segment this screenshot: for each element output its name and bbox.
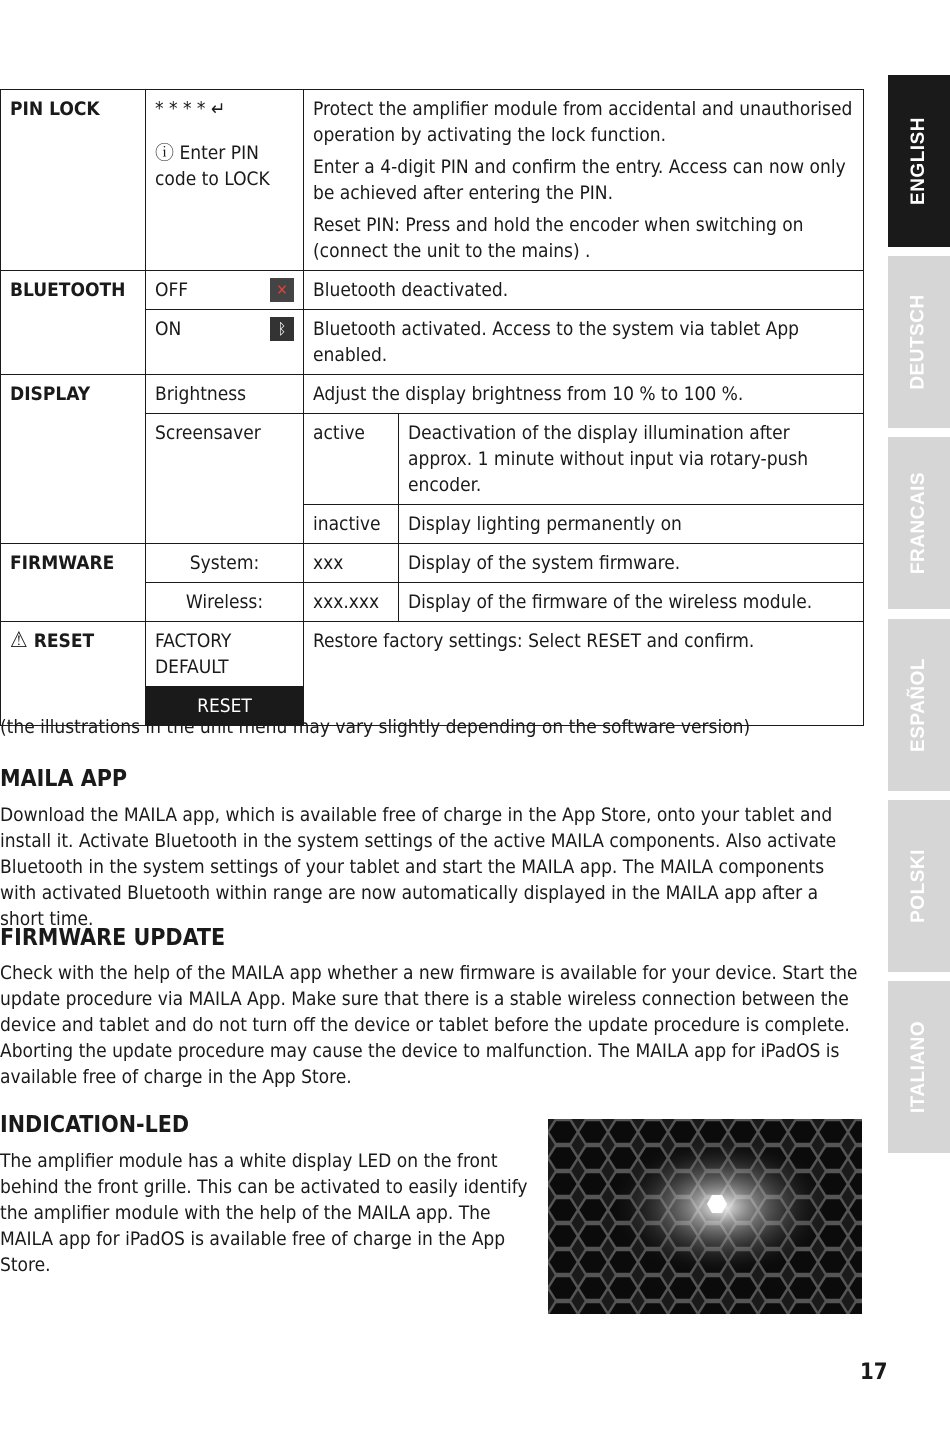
row-key: PIN LOCK (1, 90, 146, 271)
bt-on-label: ON (155, 318, 182, 340)
page-number: 17 (860, 1360, 888, 1385)
table-row (1, 271, 864, 310)
section-title: FIRMWARE UPDATE (0, 925, 226, 951)
row-value: Screensaver (146, 414, 304, 544)
row-value (146, 90, 304, 271)
section-body: Check with the help of the MAILA app whether a new firmware is available for your device. Start the update procedure via MAILA App. Make sure that there is a stable wireless connection between the device and tablet and do not turn off the device or tablet before the update procedure is complete. Aborting the update procedure may cause the device to malfunction. The MAILA app for iPadOS is available free of charge in the App Store. (0, 962, 858, 1088)
info-icon: ⓘ (155, 142, 175, 164)
desc-paragraph: Reset PIN: Press and hold the encoder when switching on (connect the unit to the mains) . (313, 214, 804, 262)
table-row (1, 544, 864, 583)
reset-key-label: RESET (33, 630, 95, 652)
row-description: Bluetooth deactivated. (304, 271, 864, 310)
row-description (304, 90, 864, 271)
led-grille-image (548, 1119, 862, 1314)
row-subvalue: xxx.xxx (304, 583, 399, 622)
row-value: Brightness (146, 375, 304, 414)
row-value: System: (146, 544, 304, 583)
section-body: Download the MAILA app, which is available free of charge in the App Store, onto your tablet and install it. Activate Bluetooth in the system settings of the active MAILA components. Also activate Bluetooth in the system settings of your tablet and start the MAILA app. The MAILA components with activated Bluetooth within range are now automatically displayed in the MAILA app after a short time. (0, 804, 837, 930)
row-description: Bluetooth activated. Access to the system via tablet App enabled. (304, 310, 864, 375)
desc-paragraph: Enter a 4-digit PIN and confirm the entry. Access can now only be achieved after entering the PIN. (313, 156, 846, 204)
tab-francais[interactable] (888, 437, 950, 609)
row-value (146, 271, 304, 310)
section-body: The amplifier module has a white display LED on the front behind the front grille. This can be activated to easily identify the amplifier module with the help of the MAILA app. The MAILA app for iPadOS is available free of charge in the App Store. (0, 1150, 528, 1276)
table-row (1, 622, 864, 687)
row-description: Adjust the display brightness from 10 % to 100 %. (304, 375, 864, 414)
tab-label: ENGLISH (908, 117, 930, 205)
tab-italiano[interactable] (888, 981, 950, 1153)
row-key: BLUETOOTH (1, 271, 146, 375)
warning-icon: ⚠ (10, 628, 28, 653)
row-description: Deactivation of the display illumination after approx. 1 minute without input via rotary-push encoder. (399, 414, 864, 505)
menu-table (0, 89, 864, 726)
tab-label: ESPAÑOL (908, 658, 929, 752)
row-description: Display of the firmware of the wireless module. (399, 583, 864, 622)
tab-english[interactable] (888, 75, 950, 247)
tab-polski[interactable] (888, 800, 950, 972)
row-description: Display of the system firmware. (399, 544, 864, 583)
row-description: Restore factory settings: Select RESET and confirm. (304, 622, 864, 726)
bluetooth-off-icon: ✕ (270, 278, 294, 302)
bt-off-label: OFF (155, 279, 189, 301)
table-row (1, 375, 864, 414)
row-value (146, 310, 304, 375)
row-subvalue: xxx (304, 544, 399, 583)
row-subvalue: inactive (304, 505, 399, 544)
row-value: Wireless: (146, 583, 304, 622)
software-note: (the illustrations in the unit menu may vary slightly depending on the software version) (0, 716, 751, 738)
tab-label: POLSKI (908, 849, 930, 923)
reset-menu-item: RESET (146, 687, 304, 726)
pin-hint: Enter PIN code to LOCK (155, 142, 270, 190)
row-value: FACTORY DEFAULT (146, 622, 304, 687)
row-description: Display lighting permanently on (399, 505, 864, 544)
tab-espanol[interactable] (888, 619, 950, 791)
bluetooth-icon: ᛒ (270, 317, 294, 341)
table-row (1, 90, 864, 271)
section-title: INDICATION-LED (0, 1112, 190, 1138)
tab-label: FRANCAIS (908, 471, 930, 575)
tab-deutsch[interactable] (888, 256, 950, 428)
row-key: FIRMWARE (1, 544, 146, 622)
pin-code-symbol: * * * * ↵ (155, 98, 226, 120)
section-title: MAILA APP (0, 766, 128, 792)
tab-label: DEUTSCH (908, 294, 929, 390)
row-key (1, 622, 146, 726)
row-key: DISPLAY (1, 375, 146, 544)
tab-label: ITALIANO (908, 1020, 929, 1114)
row-subvalue: active (304, 414, 399, 505)
desc-paragraph: Protect the amplifier module from accidental and unauthorised operation by activating the lock function. (313, 98, 853, 146)
